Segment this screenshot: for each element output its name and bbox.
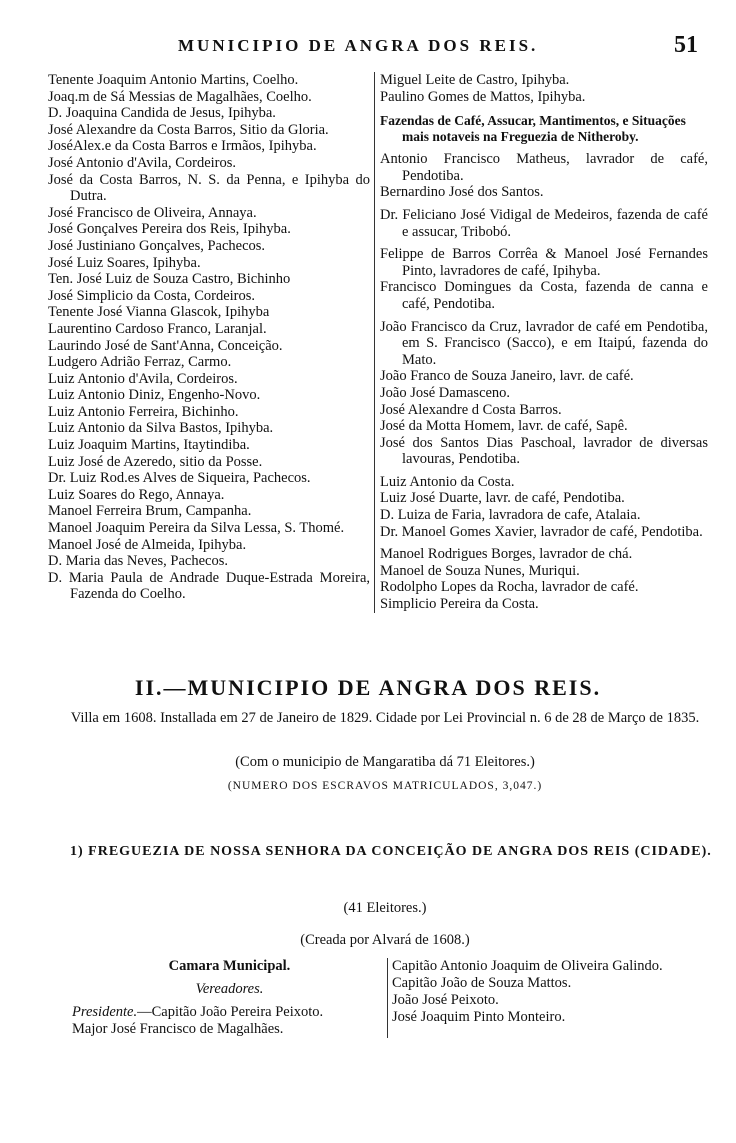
list-entry: José da Costa Barros, N. S. da Penna, e Ipihyba do Dutra. bbox=[48, 171, 370, 205]
left-column bbox=[48, 72, 374, 613]
running-title: MUNICIPIO DE ANGRA DOS REIS. bbox=[178, 36, 539, 55]
list-entry: D. Maria das Neves, Pachecos. bbox=[48, 553, 228, 570]
list-entry: Miguel Leite de Castro, Ipihyba. bbox=[380, 72, 570, 88]
list-entry: Luiz Antonio Ferreira, Bichinho. bbox=[48, 403, 239, 420]
camara-right bbox=[387, 958, 707, 1038]
page-header bbox=[48, 32, 728, 60]
section-title: II.—MUNICIPIO DE ANGRA DOS REIS. bbox=[134, 675, 602, 700]
camara-municipal bbox=[72, 958, 712, 1038]
parish-electors: (41 Eleitores.) bbox=[343, 900, 427, 916]
list-entry: Paulino Gomes de Mattos, Ipihyba. bbox=[380, 88, 586, 105]
list-entry: José Alexandre da Costa Barros, Sitio da Gloria. bbox=[48, 121, 329, 138]
list-entry: Bernardino José dos Santos. bbox=[380, 184, 544, 201]
parish-title: 1) FREGUEZIA DE NOSSA SENHORA DA CONCEIÇÃO DE ANGRA DOS REIS (CIDADE). bbox=[70, 844, 712, 859]
member: Major José Francisco de Magalhães. bbox=[72, 1021, 284, 1037]
list-entry: Luiz Antonio da Silva Bastos, Ipihyba. bbox=[48, 420, 274, 437]
list-entry: José Francisco de Oliveira, Annaya. bbox=[48, 204, 257, 221]
list-entry: João Franco de Souza Janeiro, lavr. de café. bbox=[380, 368, 634, 385]
list-entry: Ludgero Adrião Ferraz, Carmo. bbox=[48, 354, 232, 371]
list-entry: Luiz Antonio Diniz, Engenho-Novo. bbox=[48, 387, 261, 404]
fazendas-subheading: Fazendas de Café, Assucar, Mantimentos, e Situações mais notaveis na Freguezia de Nitheroby. bbox=[380, 113, 686, 145]
list-entry: Ten. José Luiz de Souza Castro, Bichinho bbox=[48, 271, 291, 288]
list-entry: Francisco Domingues da Costa, fazenda de canna e café, Pendotiba. bbox=[380, 279, 708, 312]
intro-text: Villa em 1608. Installada em 27 de Janeiro de 1829. Cidade por Lei Provincial n. 6 de 28 de Março de 1835. bbox=[70, 710, 700, 726]
president-name: —Capitão João Pereira Peixoto. bbox=[137, 1004, 324, 1020]
parish-created: (Creada por Alvará de 1608.) bbox=[300, 932, 470, 948]
list-entry: Dr. Luiz Rod.es Alves de Siqueira, Pachecos. bbox=[48, 470, 311, 487]
list-entry: Tenente José Vianna Glascok, Ipihyba bbox=[48, 304, 270, 321]
list-entry: José Alexandre d Costa Barros. bbox=[380, 401, 562, 418]
list-entry: D. Luiza de Faria, lavradora de cafe, Atalaia. bbox=[380, 507, 641, 524]
member: José Joaquim Pinto Monteiro. bbox=[392, 1009, 566, 1025]
list-entry: Luiz Soares do Rego, Annaya. bbox=[48, 486, 225, 503]
list-entry: José Antonio d'Avila, Cordeiros. bbox=[48, 154, 237, 171]
two-column-listing bbox=[48, 72, 708, 613]
list-entry: José Simplicio da Costa, Cordeiros. bbox=[48, 287, 256, 304]
list-entry: Luiz Antonio da Costa. bbox=[380, 473, 515, 490]
list-entry: Manoel Ferreira Brum, Campanha. bbox=[48, 503, 252, 520]
list-entry: José da Motta Homem, lavr. de café, Sapê. bbox=[380, 418, 628, 435]
list-entry: Simplicio Pereira da Costa. bbox=[380, 596, 539, 613]
list-entry: Rodolpho Lopes da Rocha, lavrador de café. bbox=[380, 579, 639, 596]
list-entry: D. Joaquina Candida de Jesus, Ipihyba. bbox=[48, 105, 276, 122]
list-entry: Luiz José Duarte, lavr. de café, Pendotiba. bbox=[380, 490, 625, 507]
list-entry: Dr. Feliciano José Vidigal de Medeiros, fazenda de café e assucar, Tribobó. bbox=[380, 206, 708, 240]
list-entry: Laurentino Cardoso Franco, Laranjal. bbox=[48, 320, 267, 337]
list-entry: JoséAlex.e da Costa Barros e Irmãos, Ipihyba. bbox=[48, 138, 317, 155]
list-entry: Antonio Francisco Matheus, lavrador de café, Pendotiba. bbox=[380, 151, 708, 184]
list-entry: Luiz José de Azeredo, sitio da Posse. bbox=[48, 453, 263, 470]
list-entry: Laurindo José de Sant'Anna, Conceição. bbox=[48, 337, 283, 354]
electors-note: (Com o municipio de Mangaratiba dá 71 Eleitores.) bbox=[235, 754, 535, 770]
camara-left bbox=[72, 958, 387, 1038]
list-entry: Manoel Joaquim Pereira da Silva Lessa, S. Thomé. bbox=[48, 520, 345, 537]
right-column bbox=[374, 72, 708, 613]
slaves-count: (NUMERO DOS ESCRAVOS MATRICULADOS, 3,047.) bbox=[227, 780, 543, 792]
list-entry: D. Maria Paula de Andrade Duque-Estrada Moreira, Fazenda do Coelho. bbox=[48, 569, 370, 603]
member: Capitão Antonio Joaquim de Oliveira Galindo. bbox=[392, 958, 663, 974]
list-entry: José Justiniano Gonçalves, Pachecos. bbox=[48, 237, 266, 254]
camara-heading: Camara Municipal. bbox=[168, 958, 291, 974]
list-entry: Felippe de Barros Corrêa & Manoel José Fernandes Pinto, lavradores de café, Ipihyba. bbox=[380, 246, 708, 279]
president-line bbox=[72, 1004, 387, 1021]
list-entry: José Luiz Soares, Ipihyba. bbox=[48, 254, 201, 271]
member: Capitão João de Souza Mattos. bbox=[392, 975, 572, 991]
list-entry: Manoel de Souza Nunes, Muriqui. bbox=[380, 562, 580, 579]
list-entry: Manoel José de Almeida, Ipihyba. bbox=[48, 536, 247, 553]
vereadores-heading: Vereadores. bbox=[195, 981, 264, 997]
list-entry: João José Damasceno. bbox=[380, 384, 511, 401]
page-number: 51 bbox=[674, 32, 698, 58]
member: João José Peixoto. bbox=[392, 992, 499, 1008]
list-entry: Luiz Joaquim Martins, Itaytindiba. bbox=[48, 437, 250, 454]
list-entry: João Francisco da Cruz, lavrador de café em Pendotiba, em S. Francisco (Sacco), e em Itaipú, fazenda do Mato. bbox=[380, 318, 708, 368]
list-entry: Manoel Rodrigues Borges, lavrador de chá. bbox=[380, 546, 633, 563]
list-entry: Dr. Manoel Gomes Xavier, lavrador de café, Pendotiba. bbox=[380, 523, 703, 540]
list-entry: Luiz Antonio d'Avila, Cordeiros. bbox=[48, 370, 238, 387]
list-entry: José dos Santos Dias Paschoal, lavrador de diversas lavouras, Pendotiba. bbox=[380, 434, 708, 468]
list-entry: Joaq.m de Sá Messias de Magalhães, Coelho. bbox=[48, 88, 312, 105]
president-label: Presidente. bbox=[72, 1004, 138, 1020]
list-entry: Tenente Joaquim Antonio Martins, Coelho. bbox=[48, 72, 299, 88]
list-entry: José Gonçalves Pereira dos Reis, Ipihyba. bbox=[48, 221, 291, 238]
